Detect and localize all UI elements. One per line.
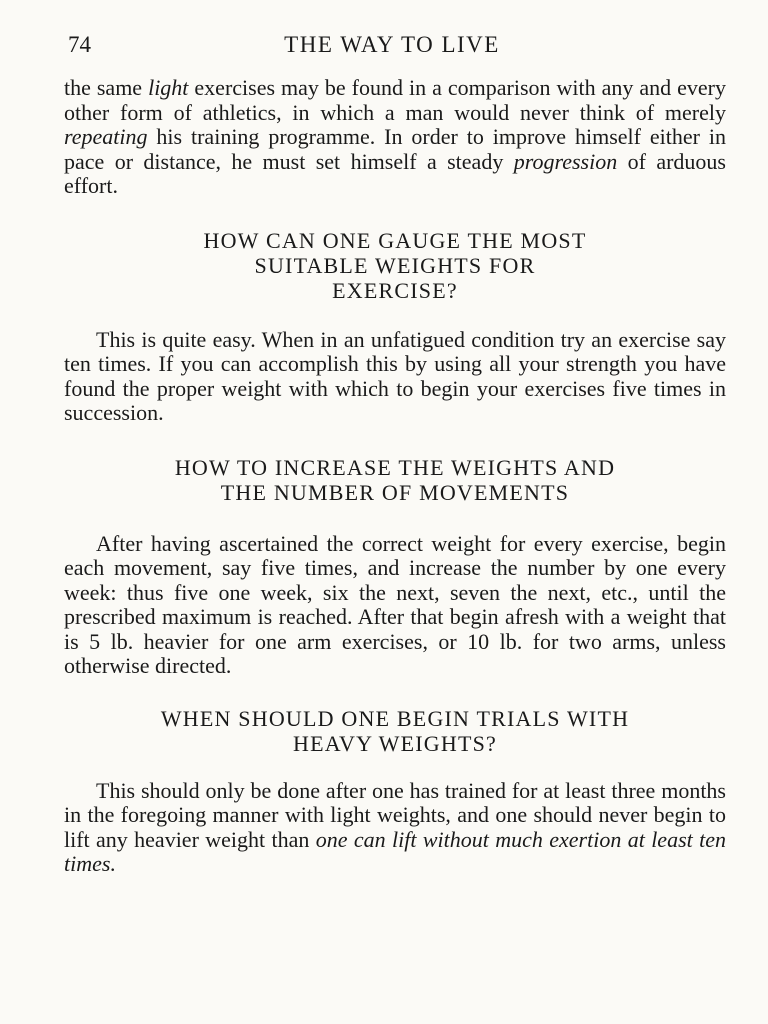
heading-line: SUITABLE WEIGHTS FOR: [254, 252, 536, 278]
heading-line: HOW CAN ONE GAUGE THE MOST: [203, 227, 587, 253]
page-number: 74: [68, 32, 91, 57]
emphasis-repeating: repeating: [64, 124, 148, 149]
heading-line: HOW TO INCREASE THE WEIGHTS AND: [174, 454, 616, 480]
section-heading-heavy-weights: [64, 706, 726, 756]
section-heading-gauge-weights: [64, 228, 726, 303]
intro-text-3: his training programme. In order to improve himself either in pace or distance, he must set himself a steady: [64, 124, 726, 174]
section-paragraph-gauge-weights: This is quite easy. When in an unfatigued condition try an exercise say ten times. If you can accomplish this by using all your strength you have found the proper weight with which to begin your exercises five times in succession.: [64, 326, 726, 425]
emphasis-without-exertion: one can lift without much exertion at least ten times.: [64, 826, 726, 876]
heading-line: HEAVY WEIGHTS?: [293, 730, 497, 756]
section-paragraph-increase-weights: After having ascertained the correct weight for every exercise, begin each movement, say five times, and increase the number by one every week: thus five one week, six the next, seven the next, etc., until the prescribed maximum is reached. After that begin afresh with a weight that is 5 lb. heavier for one arm exercises, or 10 lb. for two arms, unless otherwise directed.: [64, 530, 726, 678]
heading-line: WHEN SHOULD ONE BEGIN TRIALS WITH: [160, 705, 630, 731]
emphasis-progression: progression: [513, 148, 618, 174]
running-head: THE WAY TO LIVE: [284, 32, 500, 57]
intro-text-2: exercises may be found in a comparison with any and every other form of athletics, in which a man would never think of merely: [64, 75, 726, 125]
intro-text-4: of arduous effort.: [64, 148, 726, 198]
intro-paragraph: [64, 76, 726, 199]
section-heading-increase-weights: [64, 455, 726, 505]
emphasis-light: light: [148, 75, 189, 100]
page-body: [64, 76, 726, 877]
page-header: [64, 32, 720, 66]
section-paragraph-heavy-weights: [64, 779, 726, 877]
heading-line: EXERCISE?: [332, 277, 458, 303]
intro-text-1: the same: [64, 75, 149, 100]
heading-line: THE NUMBER OF MOVEMENTS: [220, 479, 570, 505]
paragraph-text: This should only be done after one has trained for at least three months in the foregoing manner with light weights, and one should never begin to lift any heavier weight than: [64, 777, 726, 852]
